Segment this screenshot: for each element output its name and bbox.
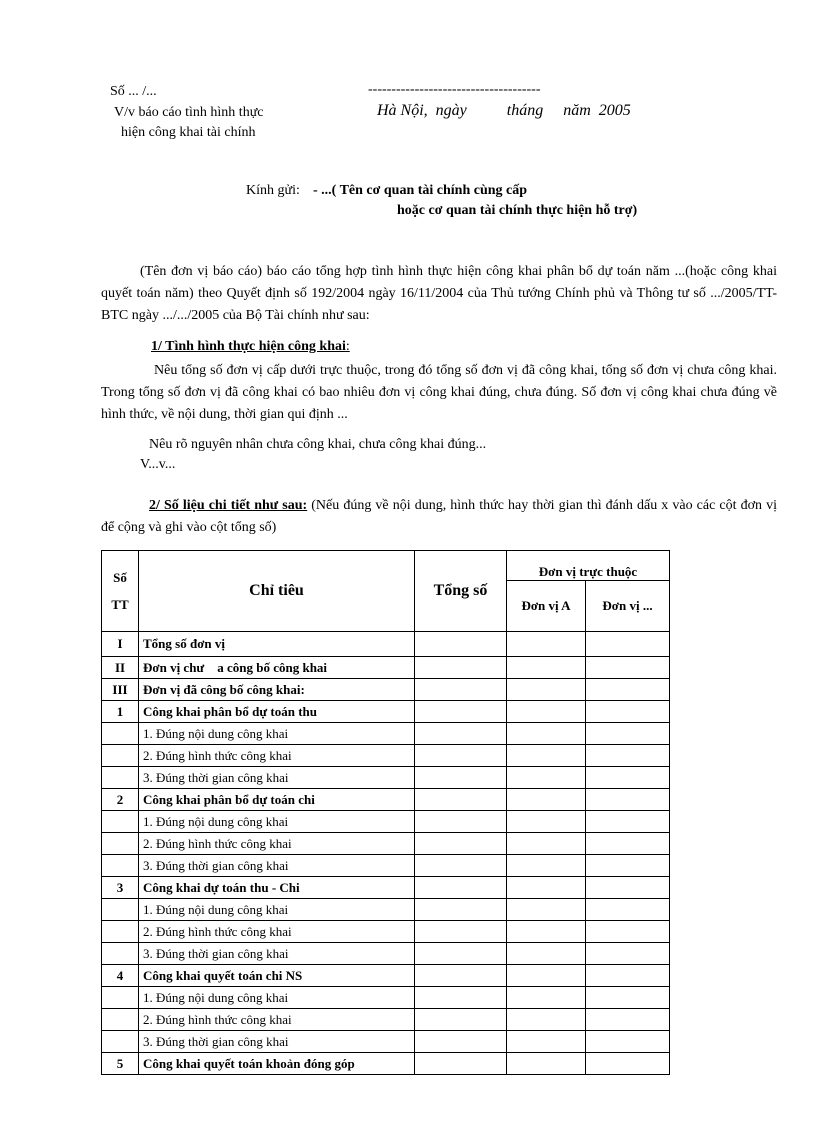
cell-tong-so <box>415 745 507 767</box>
table-row <box>102 987 670 1009</box>
table-row <box>102 899 670 921</box>
cell-tong-so <box>415 679 507 701</box>
row-label: Công khai quyết toán chi NS <box>139 965 415 987</box>
cell-tong-so <box>415 855 507 877</box>
row-stt: II <box>102 657 139 679</box>
row-stt <box>102 855 139 877</box>
header-stt-line1: Số <box>113 570 127 585</box>
cell-don-vi-khac <box>586 1009 670 1031</box>
cell-don-vi-a <box>507 1031 586 1053</box>
cell-don-vi-khac <box>586 723 670 745</box>
row-stt: 4 <box>102 965 139 987</box>
cell-don-vi-khac <box>586 745 670 767</box>
cell-don-vi-khac <box>586 811 670 833</box>
row-stt <box>102 833 139 855</box>
cell-don-vi-khac <box>586 855 670 877</box>
subject-line-1: V/v báo cáo tình hình thực <box>114 105 264 120</box>
cell-don-vi-khac <box>586 789 670 811</box>
cell-don-vi-khac <box>586 657 670 679</box>
row-stt: 3 <box>102 877 139 899</box>
cell-don-vi-a <box>507 1009 586 1031</box>
cell-tong-so <box>415 987 507 1009</box>
cell-don-vi-a <box>507 811 586 833</box>
row-label: 3. Đúng thời gian công khai <box>139 943 415 965</box>
row-label: 2. Đúng hình thức công khai <box>139 833 415 855</box>
row-label: 3. Đúng thời gian công khai <box>139 855 415 877</box>
table-row <box>102 723 670 745</box>
table-row <box>102 657 670 679</box>
row-stt <box>102 745 139 767</box>
row-stt <box>102 1009 139 1031</box>
table-row <box>102 767 670 789</box>
cell-tong-so <box>415 965 507 987</box>
cell-don-vi-khac <box>586 1031 670 1053</box>
cell-don-vi-khac <box>586 877 670 899</box>
cell-don-vi-khac <box>586 767 670 789</box>
row-stt <box>102 899 139 921</box>
table-row <box>102 943 670 965</box>
cell-don-vi-a <box>507 833 586 855</box>
cell-don-vi-khac <box>586 701 670 723</box>
row-stt: 1 <box>102 701 139 723</box>
table-row <box>102 679 670 701</box>
row-label: Công khai phân bổ dự toán thu <box>139 701 415 723</box>
cell-don-vi-a <box>507 767 586 789</box>
header-don-vi-khac: Đơn vị ... <box>586 581 670 632</box>
cell-tong-so <box>415 657 507 679</box>
cell-tong-so <box>415 899 507 921</box>
cell-tong-so <box>415 811 507 833</box>
cell-tong-so <box>415 1009 507 1031</box>
recipient-line-2: hoặc cơ quan tài chính thực hiện hỗ trợ) <box>397 203 638 218</box>
cell-don-vi-khac <box>586 899 670 921</box>
cell-don-vi-a <box>507 723 586 745</box>
row-label: 1. Đúng nội dung công khai <box>139 811 415 833</box>
table-row <box>102 965 670 987</box>
cell-don-vi-a <box>507 1053 586 1075</box>
cell-don-vi-a <box>507 701 586 723</box>
row-stt <box>102 943 139 965</box>
header-stt-line2: TT <box>111 597 129 612</box>
row-label: 1. Đúng nội dung công khai <box>139 723 415 745</box>
row-label: 2. Đúng hình thức công khai <box>139 745 415 767</box>
row-label: 2. Đúng hình thức công khai <box>139 921 415 943</box>
cell-don-vi-khac <box>586 921 670 943</box>
header-tong-so: Tổng số <box>415 551 507 632</box>
table-header-row-1 <box>102 551 670 581</box>
cell-tong-so <box>415 943 507 965</box>
place-date: Hà Nội, ngày tháng năm 2005 <box>377 102 631 119</box>
cell-tong-so <box>415 701 507 723</box>
cell-don-vi-a <box>507 877 586 899</box>
section1-etc: V...v... <box>140 457 176 472</box>
table-row <box>102 855 670 877</box>
cell-don-vi-a <box>507 921 586 943</box>
row-stt: 2 <box>102 789 139 811</box>
row-stt <box>102 767 139 789</box>
row-label: Đơn vị chư a công bố công khai <box>139 657 415 679</box>
row-label: 2. Đúng hình thức công khai <box>139 1009 415 1031</box>
table-row <box>102 1053 670 1075</box>
document-number: Số ... /... <box>110 84 157 99</box>
section1-heading-text: 1/ Tình hình thực hiện công khai <box>151 339 346 354</box>
cell-don-vi-a <box>507 987 586 1009</box>
table-row <box>102 811 670 833</box>
row-stt <box>102 987 139 1009</box>
cell-tong-so <box>415 1053 507 1075</box>
cell-don-vi-a <box>507 899 586 921</box>
cell-tong-so <box>415 767 507 789</box>
cell-don-vi-a <box>507 745 586 767</box>
cell-don-vi-a <box>507 789 586 811</box>
intro-paragraph: (Tên đơn vị báo cáo) báo cáo tổng hợp tình hình thực hiện công khai phân bổ dự toán năm ...(hoặc công khai quyết toán năm) theo Quyết định số 192/2004 ngày 16/11/2004 của Thủ tướng Chính phủ và Thông tư số .../2005/TT-BTC ngày .../.../2005 của Bộ Tài chính như sau: <box>101 264 777 323</box>
cell-don-vi-a <box>507 965 586 987</box>
row-label: 3. Đúng thời gian công khai <box>139 767 415 789</box>
cell-tong-so <box>415 723 507 745</box>
header-don-vi-truc-thuoc: Đơn vị trực thuộc <box>507 551 670 581</box>
row-label: Tổng số đơn vị <box>139 632 415 657</box>
row-stt: I <box>102 632 139 657</box>
cell-don-vi-khac <box>586 833 670 855</box>
cell-don-vi-khac <box>586 965 670 987</box>
row-stt <box>102 811 139 833</box>
row-label: 1. Đúng nội dung công khai <box>139 987 415 1009</box>
table-row <box>102 1031 670 1053</box>
row-stt <box>102 1031 139 1053</box>
table-row <box>102 877 670 899</box>
cell-don-vi-a <box>507 657 586 679</box>
section2-heading: 2/ Số liệu chi tiết như sau: <box>149 498 308 513</box>
cell-don-vi-khac <box>586 1053 670 1075</box>
table-row <box>102 745 670 767</box>
section1-body: Nêu tổng số đơn vị cấp dưới trực thuộc, trong đó tổng số đơn vị đã công khai, tổng số đơn vị chưa công khai. Trong tổng số đơn vị đã công khai có bao nhiêu đơn vị công khai đúng, chưa đúng. Số đơn vị công khai chưa đúng về hình thức, về nội dung, thời gian qui định ... <box>101 363 777 422</box>
row-label: Công khai phân bổ dự toán chi <box>139 789 415 811</box>
cell-don-vi-khac <box>586 632 670 657</box>
section2-note: (Nếu đúng về nội dung, hình thức hay thời gian thì đánh dấu x vào các cột đơn vị để cộng và ghi vào cột tổng số) <box>101 498 777 535</box>
row-label: Công khai quyết toán khoản đóng góp <box>139 1053 415 1075</box>
table-row <box>102 833 670 855</box>
section1-heading <box>151 339 350 355</box>
header-stt <box>102 551 139 632</box>
cell-tong-so <box>415 921 507 943</box>
cell-tong-so <box>415 877 507 899</box>
section1-heading-colon: : <box>345 339 350 354</box>
cell-don-vi-a <box>507 679 586 701</box>
section1-reason: Nêu rõ nguyên nhân chưa công khai, chưa công khai đúng... <box>149 437 487 452</box>
cell-tong-so <box>415 789 507 811</box>
cell-don-vi-khac <box>586 679 670 701</box>
cell-don-vi-khac <box>586 943 670 965</box>
row-label: Đơn vị đã công bố công khai: <box>139 679 415 701</box>
cell-don-vi-khac <box>586 987 670 1009</box>
table-row <box>102 632 670 657</box>
header-dashes: ------------------------------------- <box>368 82 541 97</box>
table-row <box>102 789 670 811</box>
cell-tong-so <box>415 632 507 657</box>
row-label: Công khai dự toán thu - Chi <box>139 877 415 899</box>
table-row <box>102 701 670 723</box>
subject-line-2: hiện công khai tài chính <box>121 125 256 140</box>
header-chi-tieu: Chỉ tiêu <box>139 551 415 632</box>
row-label: 1. Đúng nội dung công khai <box>139 899 415 921</box>
table-row <box>102 1009 670 1031</box>
cell-don-vi-a <box>507 632 586 657</box>
row-stt: III <box>102 679 139 701</box>
cell-don-vi-a <box>507 943 586 965</box>
row-stt <box>102 921 139 943</box>
header-don-vi-a: Đơn vị A <box>507 581 586 632</box>
section2-paragraph <box>101 495 777 539</box>
row-label: 3. Đúng thời gian công khai <box>139 1031 415 1053</box>
cell-tong-so <box>415 1031 507 1053</box>
row-stt <box>102 723 139 745</box>
cell-don-vi-a <box>507 855 586 877</box>
recipient-line-1: - ...( Tên cơ quan tài chính cùng cấp <box>313 183 528 198</box>
row-stt: 5 <box>102 1053 139 1075</box>
summary-table <box>101 550 670 1075</box>
table-row <box>102 921 670 943</box>
cell-tong-so <box>415 833 507 855</box>
recipient-label: Kính gửi: <box>246 183 300 198</box>
